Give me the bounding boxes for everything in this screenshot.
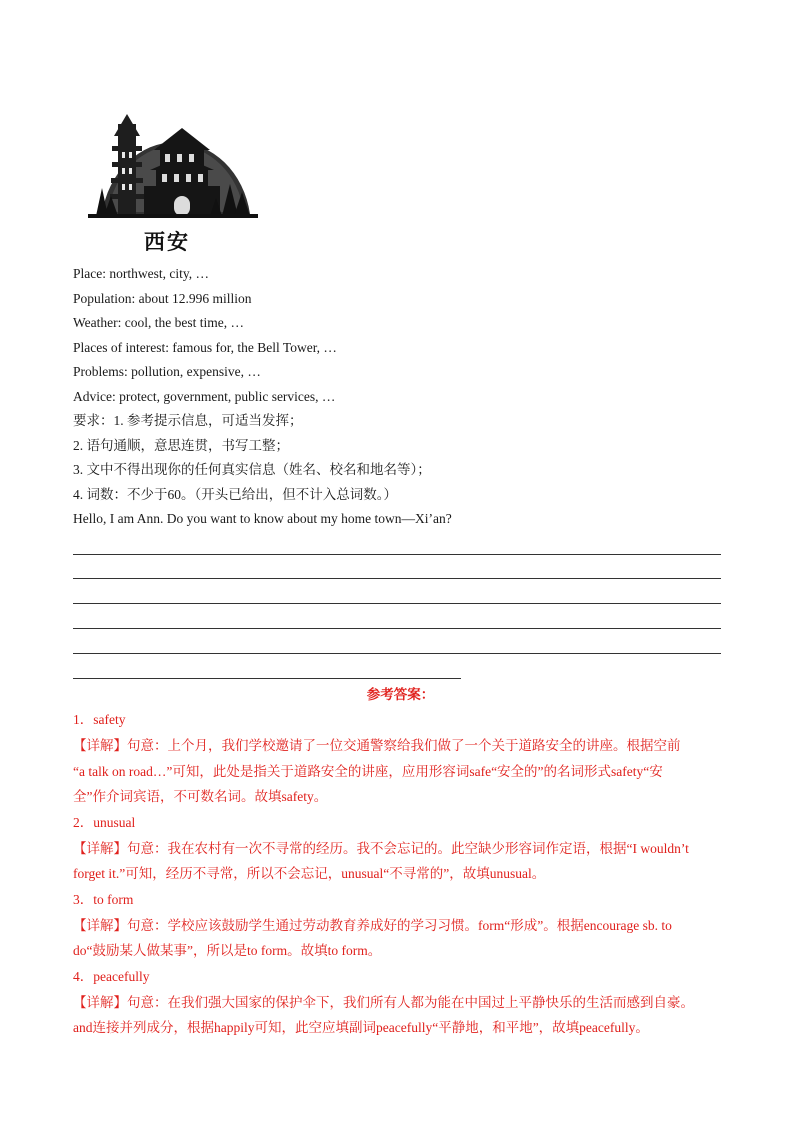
answer-detail: forget it.”可知，经历不寻常，所以不会忘记，unusual“不寻常的”，故填unusual。 [73, 866, 546, 881]
answers-title: 参考答案： [366, 687, 435, 703]
requirement-4: 4. 词数：不少于60。（开头已给出，但不计入总词数。） [73, 486, 397, 502]
answer-blank-line [73, 628, 721, 629]
answer-detail: and连接并列成分，根据happily可知，此空应填副词peacefully“平静地，和平地”，故填peacefully。 [73, 1020, 649, 1035]
requirement-1: 要求：1. 参考提示信息，可适当发挥； [73, 413, 303, 428]
answer-number: 3．to form [73, 891, 134, 907]
answer-detail: do“鼓励某人做某事”，所以是to form。故填to form。 [73, 943, 382, 958]
prompt-line-problems: Problems: pollution, expensive, … [73, 364, 261, 379]
requirement-3: 3. 文中不得出现你的任何真实信息（姓名、校名和地名等）； [73, 462, 431, 477]
answer-number: 1．safety [73, 712, 126, 727]
prompt-line-places: Places of interest: famous for, the Bell Tower, … [73, 339, 337, 355]
answer-blank-line [73, 554, 721, 555]
answer-detail: 全”作介词宾语，不可数名词。故填safety。 [73, 789, 328, 804]
answer-number: 2．unusual [73, 814, 136, 830]
answer-blank-line [73, 678, 461, 679]
answer-blank-line [73, 578, 721, 579]
answer-detail: 【详解】句意：学校应该鼓励学生通过劳动教育养成好的学习习惯。form“形成”。根据encourage sb. to [73, 917, 672, 933]
prompt-line-population: Population: about 12.996 million [73, 290, 252, 306]
answer-detail: 【详解】句意：我在农村有一次不寻常的经历。我不会忘记的。此空缺少形容词作定语，根据“I wouldn’t [73, 840, 689, 856]
xian-figure [82, 92, 262, 260]
writing-prompt [73, 262, 733, 532]
reference-answers [73, 683, 728, 1041]
answer-detail: 【详解】句意：在我们强大国家的保护伞下，我们所有人都为能在中国过上平静快乐的生活而感到自豪。 [73, 994, 694, 1010]
essay-opening: Hello, I am Ann. Do you want to know about my home town—Xi’an? [73, 511, 452, 526]
requirement-2: 2. 语句通顺，意思连贯，书写工整； [73, 437, 289, 453]
figure-caption: 西安 [144, 230, 190, 254]
prompt-line-place: Place: northwest, city, … [73, 266, 209, 281]
answer-blank-line [73, 653, 721, 654]
answer-detail: 【详解】句意：上个月，我们学校邀请了一位交通警察给我们做了一个关于道路安全的讲座。根据空前 [73, 738, 681, 753]
answer-blank-line [73, 603, 721, 604]
prompt-line-advice: Advice: protect, government, public services, … [73, 388, 336, 404]
prompt-line-weather: Weather: cool, the best time, … [73, 315, 244, 330]
answer-number: 4．peacefully [73, 968, 150, 984]
answer-detail: “a talk on road…”可知，此处是指关于道路安全的讲座，应用形容词safe“安全的”的名词形式safety“安 [73, 763, 663, 779]
